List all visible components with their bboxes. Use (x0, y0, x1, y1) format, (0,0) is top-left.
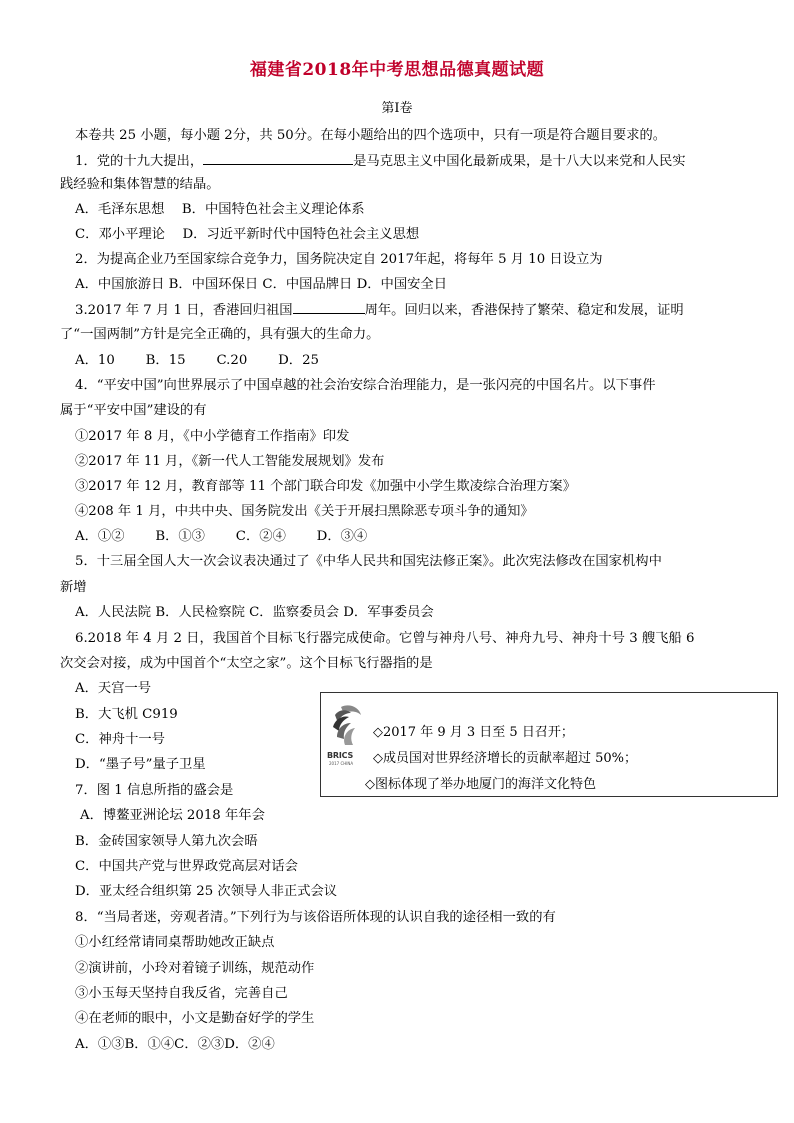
question-6-option-b: B．大飞机 C919 (75, 707, 178, 722)
question-3-stem-part-a: 3.2017 年 7 月 1 日，香港回归祖国 (75, 303, 293, 318)
question-8-item-2: ②演讲前，小玲对着镜子训练，规范动作 (75, 961, 315, 976)
question-4-item-1: ①2017 年 8 月，《中小学德育工作指南》印发 (75, 429, 350, 444)
question-4-stem-cont: 属于“平安中国”建设的有 (60, 403, 207, 418)
question-6-option-d: D．“墨子号”量子卫星 (75, 757, 206, 772)
question-8-item-4: ④在老师的眼中，小文是勤奋好学的学生 (75, 1011, 315, 1026)
question-1-options-cd: C．邓小平理论 D．习近平新时代中国特色社会主义思想 (75, 227, 420, 242)
question-7-option-a: A．博鳌亚洲论坛 2018 年年会 (80, 808, 265, 823)
question-6-option-c: C．神舟十一号 (75, 732, 165, 747)
question-5-stem: 5．十三届全国人大一次会议表决通过了《中华人民共和国宪法修正案》。此次宪法修改在国家机构中 (75, 554, 662, 569)
question-1-stem-cont: 践经验和集体智慧的结晶。 (60, 177, 220, 192)
question-7-option-c: C．中国共产党与世界政党高层对话会 (75, 859, 298, 874)
question-3-stem-part-b: 周年。回归以来，香港保持了繁荣、稳定和发展，证明 (364, 303, 684, 318)
question-8-item-1: ①小红经常请同桌帮助她改正缺点 (75, 935, 275, 950)
question-4-stem: 4．“平安中国”向世界展示了中国卓越的社会治安综合治理能力，是一张闪亮的中国名片。以下事件 (75, 378, 656, 393)
brics-logo-text: BRICS (327, 751, 354, 760)
question-1-stem (75, 148, 755, 173)
question-1-options-ab: A．毛泽东思想 B．中国特色社会主义理论体系 (75, 202, 365, 217)
question-5-stem-cont: 新增 (60, 580, 87, 595)
question-6-stem: 6.2018 年 4 月 2 日，我国首个目标飞行器完成使命。它曾与神舟八号、神舟九号、神舟十号 3 艘飞船 6 (75, 631, 695, 646)
figure-line-3: ◇图标体现了举办地厦门的海洋文化特色 (365, 777, 596, 792)
question-7-stem: 7．图 1 信息所指的盛会是 (75, 783, 234, 798)
question-3-stem (75, 297, 755, 322)
question-5-options: A．人民法院 B．人民检察院 C．监察委员会 D．军事委员会 (75, 605, 434, 620)
question-6-option-a: A．天宫一号 (75, 681, 152, 696)
question-4-item-2: ②2017 年 11 月，《新一代人工智能发展规划》发布 (75, 454, 385, 469)
brics-logo (327, 701, 369, 767)
brics-logo-subtext: 2017 CHINA (329, 761, 354, 766)
question-1-stem-part-b: 是马克思主义中国化最新成果，是十八大以来党和人民实 (353, 154, 686, 169)
figure-1-box (320, 692, 778, 797)
figure-line-1: ◇2017 年 9 月 3 日至 5 日召开； (373, 725, 574, 740)
question-4-item-3: ③2017 年 12 月，教育部等 11 个部门联合印发《加强中小学生欺凌综合治理方案》 (75, 479, 577, 494)
question-8-options: A．①③B．①④C．②③D．②④ (75, 1037, 275, 1052)
answer-blank (293, 297, 365, 314)
question-2-options: A．中国旅游日 B．中国环保日 C．中国品牌日 D．中国安全日 (75, 277, 448, 292)
section-heading: 第Ⅰ卷 (381, 101, 413, 116)
question-8-item-3: ③小玉每天坚持自我反省，完善自己 (75, 986, 288, 1001)
question-7-option-b: B．金砖国家领导人第九次会晤 (75, 834, 258, 849)
question-7-option-d: D．亚太经合组织第 25 次领导人非正式会议 (75, 884, 338, 899)
question-2-stem: 2．为提高企业乃至国家综合竞争力，国务院决定自 2017年起，将每年 5 月 10 日设立为 (75, 252, 603, 267)
question-3-options: A．10 B．15 C.20 D．25 (75, 353, 319, 368)
question-1-stem-part-a: 1．党的十九大提出， (75, 154, 204, 169)
question-6-stem-cont: 次交会对接，成为中国首个“太空之家”。这个目标飞行器指的是 (60, 656, 433, 671)
brics-logo-icon (327, 701, 369, 751)
question-4-item-4: ④208 年 1 月，中共中央、国务院发出《关于开展扫黑除恶专项斗争的通知》 (75, 504, 534, 519)
figure-line-2: ◇成员国对世界经济增长的贡献率超过 50%； (373, 751, 638, 766)
question-4-options: A．①② B．①③ C．②④ D．③④ (75, 529, 368, 544)
question-8-stem: 8．“当局者迷，旁观者清。”下列行为与该俗语所体现的认识自我的途径相一致的有 (75, 910, 556, 925)
intro-text: 本卷共 25 小题，每小题 2分，共 50分。在每小题给出的四个选项中，只有一项是符合题目要求的。 (75, 128, 667, 143)
page-title: 福建省2018年中考思想品德真题试题 (249, 60, 545, 80)
question-3-stem-cont: 了“一国两制”方针是完全正确的，具有强大的生命力。 (60, 327, 380, 342)
answer-blank (203, 148, 353, 165)
